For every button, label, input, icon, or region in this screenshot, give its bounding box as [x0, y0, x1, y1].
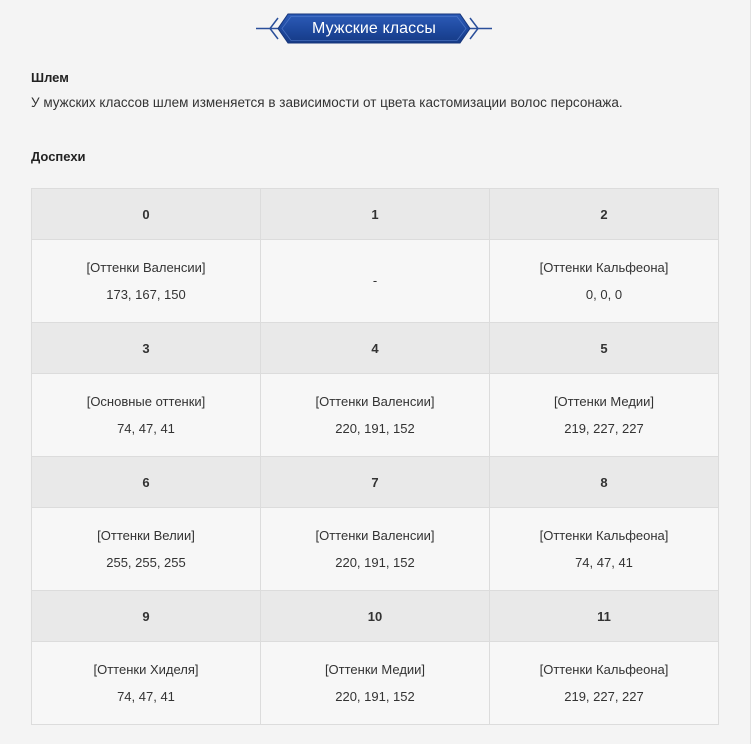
- shade-name: [Оттенки Хиделя]: [93, 661, 199, 677]
- shade-name: [Оттенки Медии]: [324, 661, 426, 677]
- table-header-cell: 6: [32, 457, 261, 508]
- banner-title: Мужские классы: [312, 20, 436, 37]
- rgb-value: 74, 47, 41: [575, 554, 633, 570]
- table-cell: [261, 508, 490, 591]
- rgb-value: 219, 227, 227: [564, 420, 644, 436]
- table-header-cell: 2: [490, 189, 719, 240]
- shade-name: [Оттенки Кальфеона]: [539, 527, 669, 543]
- table-cell: [490, 508, 719, 591]
- shade-name: [Оттенки Валенсии]: [315, 527, 435, 543]
- helmet-description: У мужских классов шлем изменяется в зависимости от цвета кастомизации волос персонажа.: [31, 95, 623, 110]
- table-row: [32, 508, 719, 591]
- rgb-value: 219, 227, 227: [564, 688, 644, 704]
- table-header-row: [32, 323, 719, 374]
- shade-name: [Оттенки Кальфеона]: [539, 661, 669, 677]
- table-header-cell: 3: [32, 323, 261, 374]
- table-cell: [490, 240, 719, 323]
- table-header-cell: 10: [261, 591, 490, 642]
- shade-name: [Основные оттенки]: [86, 393, 206, 409]
- armor-heading: Доспехи: [31, 149, 86, 164]
- rgb-value: 0, 0, 0: [585, 286, 623, 302]
- table-header-cell: 1: [261, 189, 490, 240]
- table-cell: [32, 508, 261, 591]
- rgb-value: 173, 167, 150: [106, 286, 186, 302]
- table-header-cell: 4: [261, 323, 490, 374]
- table-row: [32, 374, 719, 457]
- section-banner: [256, 13, 492, 44]
- table-header-cell: 7: [261, 457, 490, 508]
- table-cell: [261, 240, 490, 323]
- table-header-cell: 8: [490, 457, 719, 508]
- rgb-value: 255, 255, 255: [106, 554, 186, 570]
- shade-name: [Оттенки Велии]: [97, 527, 195, 543]
- table-cell: [32, 642, 261, 725]
- table-row: [32, 642, 719, 725]
- rgb-value: 74, 47, 41: [117, 420, 175, 436]
- helmet-heading: Шлем: [31, 70, 69, 85]
- table-cell: [32, 374, 261, 457]
- rgb-value: -: [372, 273, 378, 288]
- table-cell: [261, 374, 490, 457]
- shade-name: [Оттенки Валенсии]: [315, 393, 435, 409]
- table-cell: [261, 642, 490, 725]
- table-cell: [490, 374, 719, 457]
- table-header-cell: 9: [32, 591, 261, 642]
- armor-color-table: [31, 188, 719, 725]
- rgb-value: 220, 191, 152: [335, 554, 415, 570]
- table-header-cell: 5: [490, 323, 719, 374]
- table-header-row: [32, 189, 719, 240]
- table-cell: [32, 240, 261, 323]
- shade-name: [Оттенки Кальфеона]: [539, 259, 669, 275]
- rgb-value: 220, 191, 152: [335, 420, 415, 436]
- rgb-value: 220, 191, 152: [335, 688, 415, 704]
- table-header-row: [32, 457, 719, 508]
- rgb-value: 74, 47, 41: [117, 688, 175, 704]
- table-row: [32, 240, 719, 323]
- table-header-cell: 11: [490, 591, 719, 642]
- shade-name: [Оттенки Медии]: [553, 393, 655, 409]
- shade-name: [Оттенки Валенсии]: [86, 259, 206, 275]
- table-header-row: [32, 591, 719, 642]
- table-header-cell: 0: [32, 189, 261, 240]
- table-cell: [490, 642, 719, 725]
